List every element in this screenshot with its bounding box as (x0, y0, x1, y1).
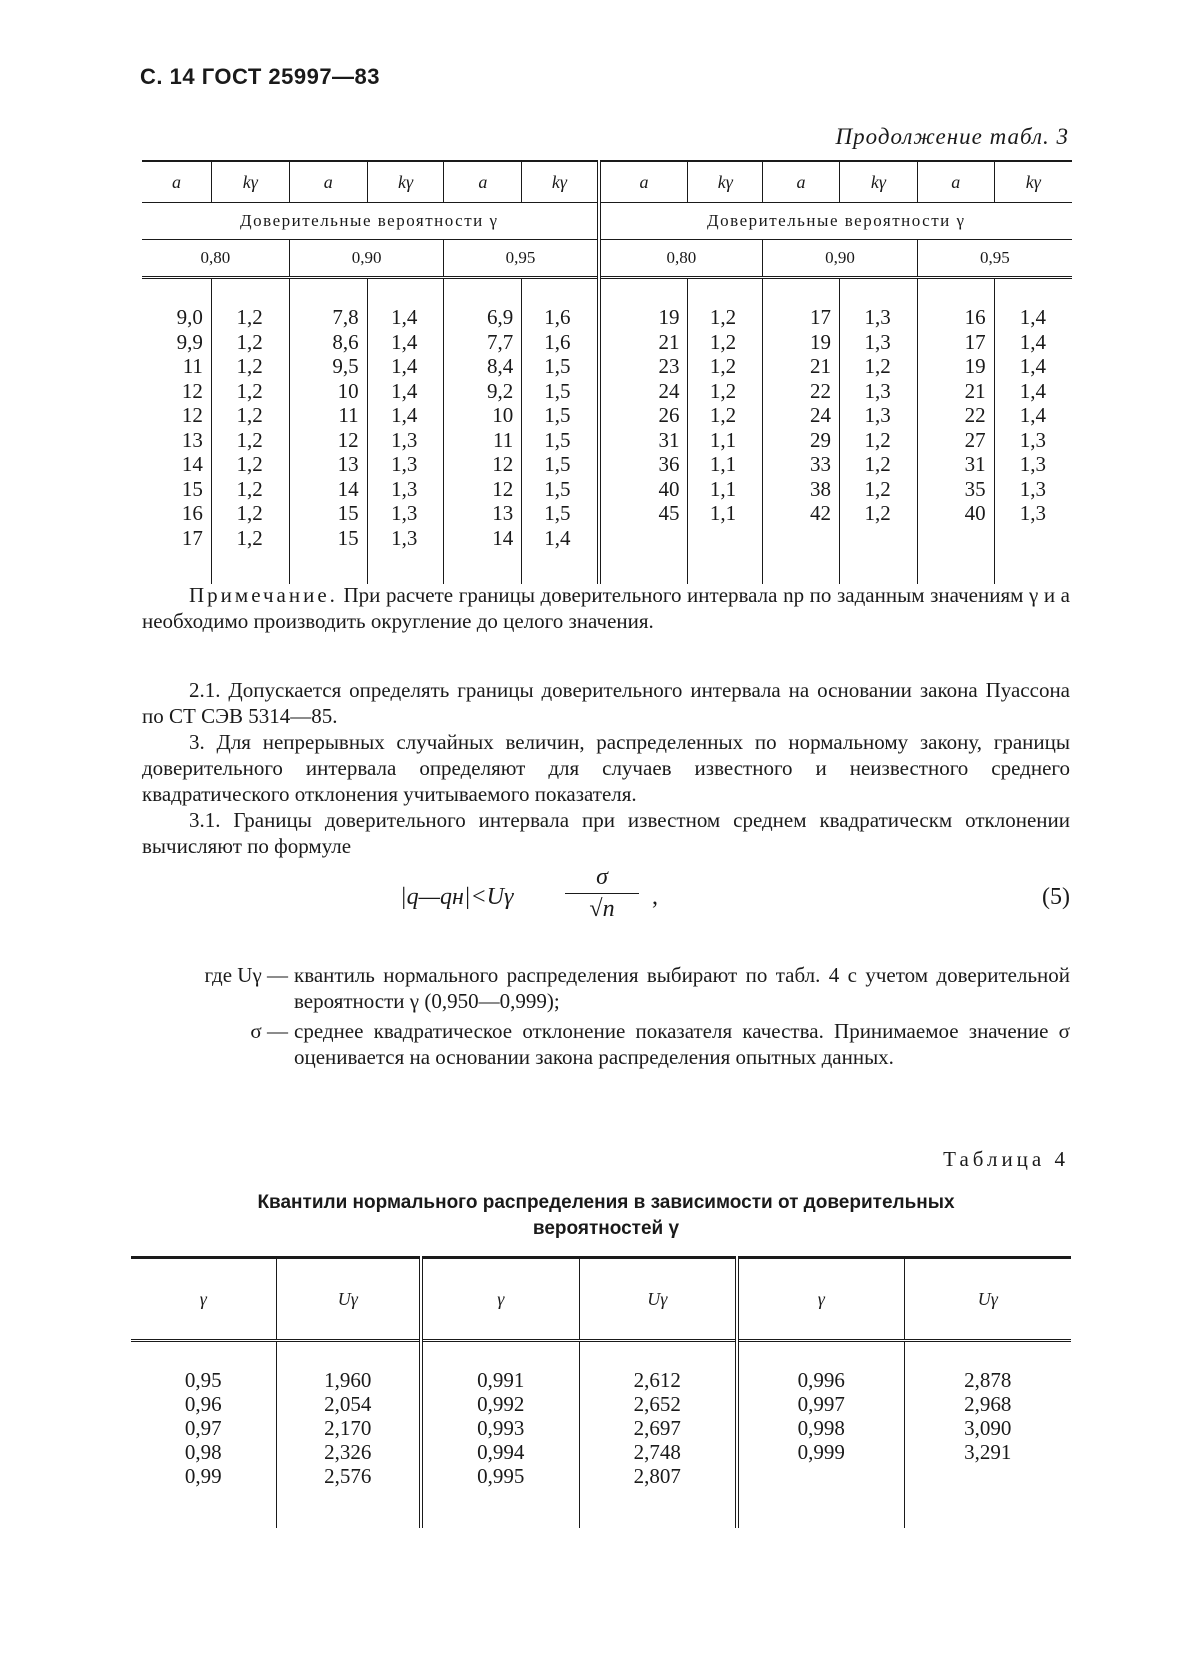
values-k (211, 278, 289, 585)
table-note (142, 582, 1070, 634)
table-cell: 2,968 (964, 1392, 1012, 1416)
probability-header: 0,95 (917, 240, 1072, 278)
table-4-label: Таблица 4 (943, 1147, 1069, 1171)
table-cell: 22 (964, 403, 986, 427)
table-cell: 21 (658, 329, 680, 354)
table-cell: 1,2 (864, 427, 891, 452)
table-4-header-row (131, 1258, 1071, 1341)
col-a: a (763, 161, 840, 203)
formula-comma: , (652, 884, 658, 910)
table-cell: 0,98 (184, 1440, 222, 1464)
paragraph: 2.1. Допускается определять границы доверительного интервала на основании закона Пуассона по СТ СЭВ 5314—85. (142, 678, 1070, 728)
col-u: Uγ (904, 1258, 1071, 1341)
table-cell: 13 (337, 452, 359, 476)
table-cell: 38 (809, 476, 831, 501)
table-cell: 1,4 (1019, 354, 1046, 378)
col-k: kγ (522, 161, 599, 203)
table-cell: 1,3 (391, 501, 418, 525)
table-cell: 1,3 (1019, 501, 1046, 525)
table-cell: 1,3 (864, 378, 891, 403)
table-cell: 1,6 (544, 329, 571, 354)
col-a: a (289, 161, 367, 203)
formula-numerator: σ (565, 864, 639, 894)
table-cell: 0,95 (184, 1368, 222, 1392)
table-cell: 1,2 (236, 403, 263, 427)
table-cell: 11 (338, 403, 359, 427)
table-cell: 1,4 (1019, 378, 1046, 403)
table-cell: 0,995 (477, 1464, 525, 1488)
table-cell: 1,4 (1019, 329, 1046, 354)
values-u (579, 1341, 737, 1529)
table-cell: 19 (658, 305, 680, 329)
table-cell: 24 (809, 403, 831, 427)
table-cell: 1,4 (391, 305, 418, 329)
table-cell: 8,6 (332, 329, 359, 354)
table-cell: 10 (492, 403, 514, 427)
table-cell: 29 (809, 427, 831, 452)
column-header-row (142, 161, 1072, 203)
values-a (599, 278, 688, 585)
table-cell: 13 (492, 501, 514, 525)
table-cell: 7,7 (487, 329, 514, 354)
table-cell: 2,576 (324, 1464, 372, 1488)
table-cell: 2,807 (633, 1464, 681, 1488)
table-cell: 2,697 (633, 1416, 681, 1440)
body-paragraphs (142, 677, 1070, 859)
col-a: a (599, 161, 688, 203)
col-k: kγ (994, 161, 1072, 203)
table-cell: 22 (809, 378, 831, 403)
values-a (289, 278, 367, 585)
table-cell: 24 (658, 378, 680, 403)
table-cell: 40 (658, 476, 680, 501)
formula-lhs: |q—qн|<Uγ (400, 884, 514, 910)
table-cell: 12 (492, 476, 514, 501)
table-cell: 33 (809, 452, 831, 476)
group-label-right: Доверительные вероятности γ (599, 203, 1072, 240)
table-cell: 1,2 (236, 427, 263, 452)
col-a: a (444, 161, 522, 203)
page-header: С. 14 ГОСТ 25997—83 (140, 64, 381, 89)
table-cell: 1,1 (709, 476, 737, 501)
table-cell: 35 (964, 476, 986, 501)
table-cell: 9,2 (487, 378, 514, 403)
table-cell: 36 (658, 452, 680, 476)
table-cell: 7,8 (332, 305, 359, 329)
values-k (522, 278, 599, 585)
table-cell: 1,4 (544, 525, 571, 550)
table-cell: 1,3 (391, 476, 418, 501)
table-3-body (142, 278, 1072, 585)
table-cell: 3,291 (964, 1440, 1012, 1464)
table-4-title (142, 1190, 1070, 1242)
values-k (688, 278, 763, 585)
table-cell: 31 (964, 452, 986, 476)
table-cell: 9,0 (176, 305, 203, 329)
table-cell: 1,2 (709, 378, 737, 403)
table-cell: 1,2 (864, 501, 891, 525)
table-cell: 1,5 (544, 501, 571, 525)
probability-header: 0,90 (763, 240, 918, 278)
table-cell: 1,2 (236, 378, 263, 403)
table-cell: 0,96 (184, 1392, 222, 1416)
table-cell: 19 (809, 329, 831, 354)
table-cell: 1,5 (544, 427, 571, 452)
table-cell: 14 (181, 452, 203, 476)
table-cell: 1,6 (544, 305, 571, 329)
probability-header-row (142, 240, 1072, 278)
table-cell: 1,4 (391, 378, 418, 403)
col-k: kγ (688, 161, 763, 203)
col-k: kγ (211, 161, 289, 203)
table-cell: 1,2 (236, 476, 263, 501)
table-cell: 1,2 (864, 452, 891, 476)
table-cell: 3,090 (964, 1416, 1012, 1440)
table-cell: 27 (964, 427, 986, 452)
definition-row (142, 962, 1070, 1014)
table-cell: 17 (181, 525, 203, 550)
values-a (763, 278, 840, 585)
definition-text: квантиль нормального распределения выбирают по табл. 4 с учетом доверительной вероятности γ (0,950—0,999); (294, 963, 1070, 1013)
definition-row (142, 1018, 1070, 1070)
table-cell: 2,054 (324, 1392, 372, 1416)
col-gamma: γ (737, 1258, 904, 1341)
table-cell: 1,5 (544, 452, 571, 476)
definitions (142, 962, 1070, 1074)
group-header-row (142, 203, 1072, 240)
table-cell: 0,996 (797, 1368, 845, 1392)
col-u: Uγ (579, 1258, 737, 1341)
definition-text: среднее квадратическое отклонение показателя качества. Принимаемое значение σ оценивается на основании закона распределения опытных данных. (294, 1019, 1070, 1069)
table-cell: 1,5 (544, 354, 571, 378)
table-cell: 1,2 (236, 452, 263, 476)
group-label-left: Доверительные вероятности γ (142, 203, 599, 240)
values-a (444, 278, 522, 585)
col-gamma: γ (421, 1258, 579, 1341)
table-cell: 12 (492, 452, 514, 476)
table-cell: 0,99 (184, 1464, 222, 1488)
table-cell: 1,4 (391, 329, 418, 354)
table-cell: 1,2 (236, 329, 263, 354)
col-k: kγ (367, 161, 444, 203)
table-cell: 1,3 (391, 525, 418, 550)
values-a (917, 278, 994, 585)
table-cell: 1,2 (709, 403, 737, 427)
table-cell: 1,1 (709, 452, 737, 476)
table-cell: 1,3 (1019, 427, 1046, 452)
table-3-continuation (142, 160, 1072, 584)
table-cell: 1,3 (864, 329, 891, 354)
table-cell: 0,991 (477, 1368, 525, 1392)
probability-header: 0,95 (444, 240, 599, 278)
table-cell: 0,994 (477, 1440, 525, 1464)
table-cell: 1,2 (864, 476, 891, 501)
formula-fraction (565, 864, 639, 923)
table-cell: 11 (493, 427, 514, 452)
table-4 (131, 1256, 1071, 1528)
table-cell: 6,9 (487, 305, 514, 329)
values-gamma (131, 1341, 276, 1529)
table-cell: 2,878 (964, 1368, 1012, 1392)
table-cell: 26 (658, 403, 680, 427)
col-u: Uγ (276, 1258, 421, 1341)
table-cell: 45 (658, 501, 680, 525)
equation-number: (5) (1042, 884, 1070, 910)
values-u (276, 1341, 421, 1529)
table-cell: 12 (181, 403, 203, 427)
values-a (142, 278, 211, 585)
table-cell: 16 (181, 501, 203, 525)
table-cell: 0,998 (797, 1416, 845, 1440)
table-cell: 8,4 (487, 354, 514, 378)
table-cell: 1,2 (236, 305, 263, 329)
definition-term: где Uγ — (204, 963, 288, 987)
table-cell: 31 (658, 427, 680, 452)
table-cell: 9,9 (176, 329, 203, 354)
paragraph: 3. Для непрерывных случайных величин, распределенных по нормальному закону, границы доверительного интервала определяют для случаев известного и неизвестного среднего квадратического отклонения учитываемого показателя. (142, 730, 1070, 806)
table-cell: 21 (964, 378, 986, 403)
table-cell: 1,2 (709, 329, 737, 354)
table-cell: 16 (964, 305, 986, 329)
table-continuation-label: Продолжение табл. 3 (835, 124, 1069, 149)
table-cell: 1,5 (544, 378, 571, 403)
table-cell: 0,997 (797, 1392, 845, 1416)
table-cell: 1,4 (1019, 403, 1046, 427)
col-gamma: γ (131, 1258, 276, 1341)
table-4-body (131, 1341, 1071, 1529)
probability-header: 0,80 (142, 240, 289, 278)
values-gamma (421, 1341, 579, 1529)
table-cell: 1,2 (236, 501, 263, 525)
table-cell: 12 (181, 378, 203, 403)
values-u (904, 1341, 1071, 1529)
table-cell: 1,3 (864, 305, 891, 329)
table-cell: 0,97 (184, 1416, 222, 1440)
values-k (994, 278, 1072, 585)
table-cell: 1,2 (709, 305, 737, 329)
note-text: При расчете границы доверительного интервала nр по заданным значениям γ и a необходимо производить округление до целого значения. (142, 583, 1071, 633)
table-cell: 1,2 (236, 525, 263, 550)
table-cell: 2,170 (324, 1416, 372, 1440)
values-gamma (737, 1341, 904, 1529)
table-cell: 23 (658, 354, 680, 378)
table-cell: 2,612 (633, 1368, 681, 1392)
table-cell: 15 (337, 501, 359, 525)
paragraph: 3.1. Границы доверительного интервала при известном среднем квадратическм отклонении вычисляют по формуле (142, 808, 1070, 858)
table-cell: 1,3 (1019, 476, 1046, 501)
table-cell: 15 (181, 476, 203, 501)
table-cell: 1,2 (236, 354, 263, 378)
table-cell: 14 (337, 476, 359, 501)
table-cell: 13 (181, 427, 203, 452)
table-cell: 40 (964, 501, 986, 525)
formula-5 (400, 862, 1070, 932)
table-cell: 0,992 (477, 1392, 525, 1416)
col-k: kγ (839, 161, 917, 203)
table-cell: 2,748 (633, 1440, 681, 1464)
probability-header: 0,90 (289, 240, 444, 278)
table-cell: 1,1 (709, 427, 737, 452)
col-a: a (917, 161, 994, 203)
table-cell: 2,652 (633, 1392, 681, 1416)
table-cell: 1,3 (391, 427, 418, 452)
table-cell: 17 (809, 305, 831, 329)
table-cell: 1,3 (864, 403, 891, 427)
table-cell: 2,326 (324, 1440, 372, 1464)
formula-denominator: √n (589, 896, 615, 922)
table-cell: 1,5 (544, 476, 571, 501)
table-cell: 15 (337, 525, 359, 550)
table-cell: 17 (964, 329, 986, 354)
table-cell: 14 (492, 525, 514, 550)
table-cell: 1,4 (391, 354, 418, 378)
table-cell: 42 (809, 501, 831, 525)
table-cell: 1,2 (864, 354, 891, 378)
table-cell: 9,5 (332, 354, 359, 378)
table-cell: 12 (337, 427, 359, 452)
table-cell: 11 (182, 354, 203, 378)
table-cell: 1,3 (391, 452, 418, 476)
table-cell: 10 (337, 378, 359, 403)
values-k (839, 278, 917, 585)
note-label: Примечание. (189, 583, 338, 607)
probability-header: 0,80 (599, 240, 763, 278)
table-cell: 19 (964, 354, 986, 378)
table-cell: 1,3 (1019, 452, 1046, 476)
table-cell: 1,4 (1019, 305, 1046, 329)
table-cell: 1,960 (324, 1368, 372, 1392)
table-cell: 1,2 (709, 354, 737, 378)
table-cell: 1,5 (544, 403, 571, 427)
table-cell: 0,999 (797, 1440, 845, 1464)
table-cell: 0,993 (477, 1416, 525, 1440)
col-a: a (142, 161, 211, 203)
values-k (367, 278, 444, 585)
table-cell: 21 (809, 354, 831, 378)
table-cell: 1,1 (709, 501, 737, 525)
table-4-title-line: Квантили нормального распределения в зависимости от доверительных (257, 1192, 955, 1213)
table-4-title-line: вероятностей γ (532, 1218, 680, 1239)
table-cell: 1,4 (391, 403, 418, 427)
definition-term: σ — (250, 1019, 288, 1043)
